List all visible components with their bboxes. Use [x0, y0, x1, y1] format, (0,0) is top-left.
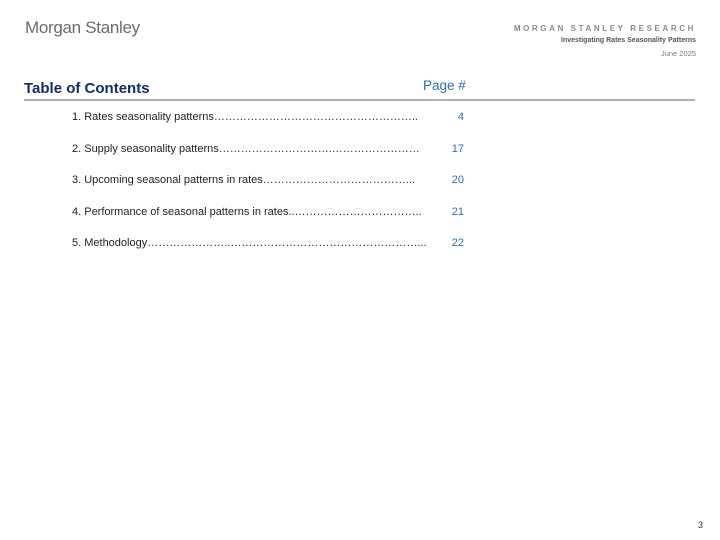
toc-entry-label: 2. Supply seasonality patterns………………………….…………………… — [72, 142, 420, 155]
heading-divider — [24, 99, 695, 101]
toc-entry-label: 4. Performance of seasonal patterns in rates..…………………………….. — [72, 205, 422, 218]
page-number-heading: Page # — [423, 78, 466, 93]
toc-entry-label: 1. Rates seasonality patterns……………………………………………….. — [72, 111, 418, 123]
research-label: MORGAN STANLEY RESEARCH — [513, 24, 696, 33]
toc-list — [72, 111, 472, 269]
toc-entry-label: 3. Upcoming seasonal patterns in rates…………………………………... — [72, 174, 415, 186]
toc-entry-page: 20 — [451, 174, 464, 186]
toc-entry[interactable] — [72, 111, 472, 143]
toc-entry-page: 21 — [451, 205, 464, 218]
toc-entry[interactable] — [72, 174, 472, 206]
toc-heading: Table of Contents — [24, 80, 150, 97]
toc-entry[interactable] — [72, 143, 472, 175]
slide-number: 3 — [697, 520, 703, 530]
report-date: June 2025 — [660, 49, 696, 58]
toc-entry-page: 22 — [451, 237, 464, 249]
toc-entry-page: 4 — [457, 111, 464, 123]
toc-entry[interactable] — [72, 206, 472, 238]
toc-entry[interactable] — [72, 237, 472, 269]
morgan-stanley-logo: Morgan Stanley — [25, 18, 140, 37]
report-title: Investigating Rates Seasonality Patterns — [561, 37, 696, 44]
toc-entry-page: 17 — [451, 142, 464, 155]
toc-entry-label: 5. Methodology…………………..……………………………………………... — [72, 237, 427, 249]
